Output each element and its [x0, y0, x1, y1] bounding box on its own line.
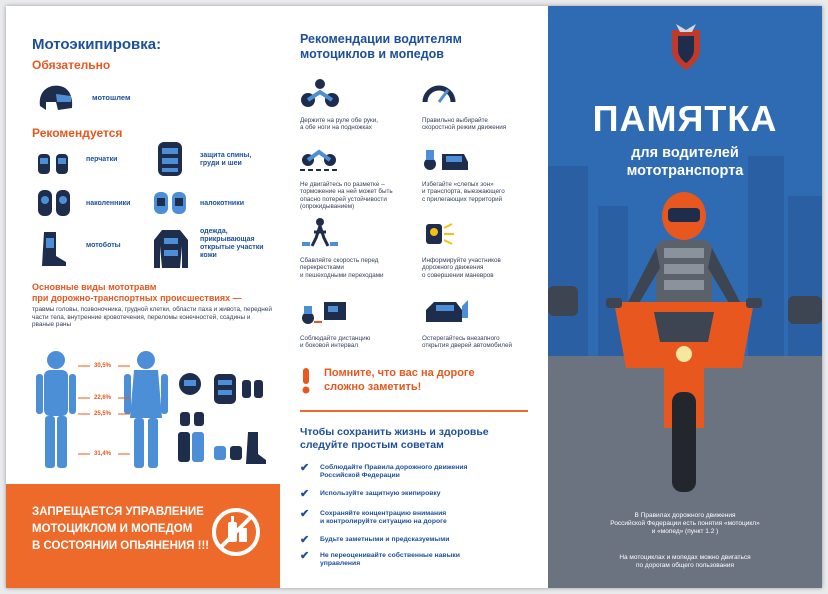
rider-hands-icon — [300, 78, 340, 108]
rec-caption: Информируйте участников дорожного движения о совершении маневров — [422, 257, 501, 279]
checkmark-icon: ✔ — [300, 462, 310, 474]
pedestrian-icon — [300, 218, 340, 248]
helmet-icon — [36, 82, 74, 114]
motorcyclist-illustration — [604, 192, 766, 492]
tip-text: Будьте заметными и предсказуемыми — [320, 536, 450, 543]
trauma-description: травмы головы, позвоночника, грудной клетки, области паха и живота, передней части тела, внутренние кровотечения, переломы конечностей, ссадины и рваные раны — [32, 306, 272, 329]
gear-label-boots: мотоботы — [86, 242, 121, 249]
rec-item — [422, 78, 532, 132]
tip-item — [300, 490, 530, 499]
gear-label-elbow-pads: налокотники — [200, 200, 245, 207]
mandatory-heading: Обязательно — [32, 58, 111, 72]
body-armor-icon — [152, 140, 188, 180]
gear-label-knee-pads: наколенники — [86, 200, 131, 207]
rec-caption: Остерегайтесь внезапного открытия дверей автомобилей — [422, 335, 512, 350]
injury-pct-groin: 25,5% — [94, 411, 112, 417]
tip-text: Соблюдайте Правила дорожного движения Российской Федерации — [320, 464, 468, 480]
checkmark-icon: ✔ — [300, 488, 310, 500]
recommendations-title: Рекомендации водителям мотоциклов и мопедов — [300, 32, 462, 61]
rec-caption: Правильно выбирайте скоростной режим движения — [422, 117, 507, 132]
rec-item — [300, 296, 410, 350]
checkmark-icon: ✔ — [300, 534, 310, 546]
cover-title: ПАМЯТКА — [592, 98, 778, 139]
ban-text: ЗАПРЕЩАЕТСЯ УПРАВЛЕНИЕ МОТОЦИКЛОМ И МОПЕДОМ В СОСТОЯНИИ ОПЬЯНЕНИЯ !!! — [32, 506, 210, 552]
rec-caption: Держите на руле обе руки, а обе ноги на подножках — [300, 117, 379, 132]
tip-text: Не переоценивайте собственные навыки управления — [320, 552, 460, 568]
rec-item — [300, 78, 410, 132]
no-alcohol-icon — [210, 506, 262, 558]
equipment-panel — [6, 6, 280, 588]
rec-caption: Сбавляйте скорость перед перекрестками и пешеходными переходами — [300, 257, 384, 279]
rec-item — [422, 296, 532, 350]
injury-pct-head: 30,5% — [94, 363, 112, 369]
gear-label-clothing: одежда, прикрывающая открытые участки кожи — [200, 228, 264, 259]
tip-item — [300, 510, 530, 527]
cover-note-roads: На мотоциклах и мопедах можно двигаться по дорогам общего пользования — [619, 554, 751, 569]
tips-title: Чтобы сохранить жизнь и здоровье следуйте простым советам — [300, 426, 489, 451]
car-door-icon — [422, 296, 470, 326]
rec-caption: Не двигайтесь по разметке – торможение на ней может быть опасно потерей устойчивости (опрокидыванием) — [300, 181, 393, 211]
cover-panel — [548, 6, 822, 588]
rec-item — [300, 218, 410, 279]
recommended-heading: Рекомендуется — [32, 126, 123, 140]
tip-item — [300, 536, 530, 545]
section-divider — [300, 410, 528, 412]
rec-item — [422, 218, 532, 279]
leaflet-sheet — [6, 6, 822, 588]
injury-pct-torso: 22,6% — [94, 395, 112, 401]
exclamation-icon — [300, 368, 312, 394]
gear-set-illustration — [174, 370, 268, 470]
rec-caption: Соблюдайте дистанцию и боковой интервал — [300, 335, 371, 350]
checkmark-icon: ✔ — [300, 550, 310, 562]
equipment-title: Мотоэкипировка: — [32, 36, 162, 53]
distance-icon — [300, 296, 348, 326]
remember-warning: Помните, что вас на дороге сложно заметить! — [324, 367, 475, 393]
boots-icon — [38, 230, 68, 268]
trauma-title: Основные виды мототравм при дорожно-транспортных происшествиях — — [32, 282, 242, 303]
gear-label-back-protection: защита спины, груди и шеи — [200, 152, 252, 167]
rec-caption: Избегайте «слепых зон» и транспорта, выезжающего с прилегающих территорий — [422, 181, 505, 203]
rec-item — [422, 142, 532, 203]
tip-item — [300, 464, 530, 481]
blind-spot-icon — [422, 142, 470, 172]
injury-pct-legs: 31,4% — [94, 451, 112, 457]
tip-item — [300, 552, 530, 569]
knee-pads-icon — [36, 188, 72, 218]
cover-subtitle: для водителей мототранспорта — [626, 145, 744, 179]
speedometer-icon — [422, 78, 456, 108]
recommendations-panel — [280, 6, 548, 588]
road-marking-icon — [300, 142, 340, 172]
gloves-icon — [36, 148, 72, 176]
helmet-label: мотошлем — [92, 93, 131, 102]
cover-note-definitions: В Правилах дорожного движения Российской Федерации есть понятия «мотоцикл» и «мопед» (пункт 1.2 ) — [610, 512, 760, 535]
checkmark-icon: ✔ — [300, 508, 310, 520]
gear-label-gloves: перчатки — [86, 156, 118, 163]
traffic-police-emblem-icon — [666, 20, 706, 72]
signal-icon — [422, 218, 456, 248]
rec-item — [300, 142, 410, 211]
elbow-pads-icon — [152, 188, 188, 218]
jacket-icon — [152, 228, 190, 270]
tip-text: Используйте защитную экипировку — [320, 490, 441, 497]
tip-text: Сохраняйте концентрацию внимания и контролируйте ситуацию на дороге — [320, 510, 447, 526]
